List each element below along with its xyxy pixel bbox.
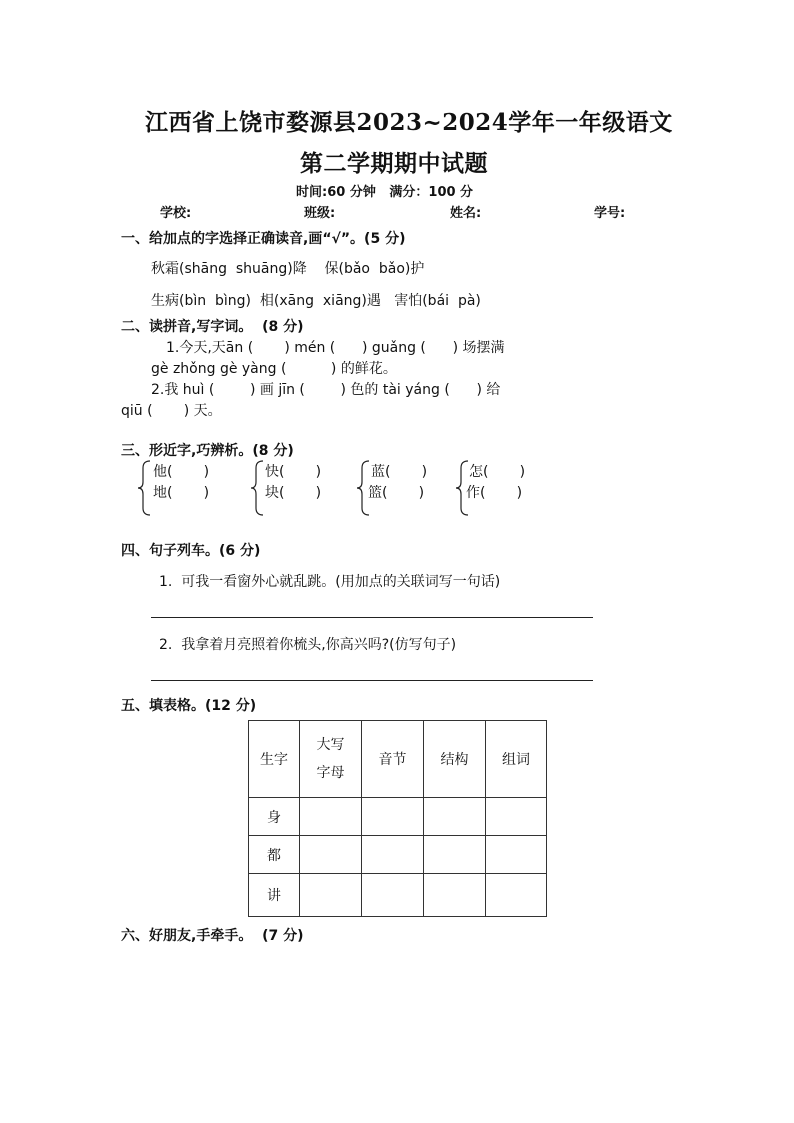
school-field-label: 学校: — [160, 206, 192, 221]
char-pair-4-bottom: 作( ) — [466, 485, 523, 501]
table-row-character: 讲 — [249, 874, 300, 917]
char-pair-2-top: 快( ) — [265, 464, 322, 480]
table-blank-cell[interactable] — [486, 836, 547, 874]
table-blank-cell[interactable] — [300, 874, 362, 917]
section2-line2: gè zhǒng gè yàng ( ) 的鲜花。 — [151, 361, 397, 377]
student-number-field-label: 学号: — [594, 206, 626, 221]
section2-heading: 二、读拼音,写字词。 (8 分) — [121, 319, 304, 335]
answer-line-1[interactable] — [151, 617, 593, 618]
table-row — [249, 874, 547, 917]
section5-heading: 五、填表格。(12 分) — [121, 698, 257, 714]
table-row — [249, 798, 547, 836]
brace-group-1 — [138, 460, 152, 516]
table-blank-cell[interactable] — [424, 836, 486, 874]
character-table — [248, 720, 547, 917]
section4-question1: 1. 可我一看窗外心就乱跳。(用加点的关联词写一句话) — [159, 574, 501, 590]
table-blank-cell[interactable] — [362, 836, 424, 874]
table-blank-cell[interactable] — [300, 836, 362, 874]
section1-line1: 秋霜(shāng shuāng)降 保(bǎo bǎo)护 — [151, 261, 425, 277]
table-header-cell: 组词 — [486, 721, 547, 798]
char-pair-3-top: 蓝( ) — [371, 464, 428, 480]
time-score-info: 时间:60 分钟 满分：100 分 — [296, 185, 474, 200]
char-pair-1-top: 他( ) — [153, 464, 210, 480]
section4-question2: 2. 我拿着月亮照着你梳头,你高兴吗?(仿写句子) — [159, 637, 457, 653]
table-blank-cell[interactable] — [486, 874, 547, 917]
section4-heading: 四、句子列车。(6 分) — [121, 543, 261, 559]
section3-heading: 三、形近字,巧辨析。(8 分) — [121, 443, 294, 459]
section2-line3: 2.我 huì ( ) 画 jīn ( ) 色的 tài yáng ( ) 给 — [151, 382, 501, 398]
section2-line4: qiū ( ) 天。 — [121, 403, 222, 419]
table-blank-cell[interactable] — [300, 798, 362, 836]
exam-title-line1: 江西省上饶市婺源县2023~2024学年一年级语文 — [145, 109, 673, 136]
table-blank-cell[interactable] — [362, 874, 424, 917]
char-pair-2-bottom: 块( ) — [265, 485, 322, 501]
table-header-cell: 结构 — [424, 721, 486, 798]
char-pair-1-bottom: 地( ) — [153, 485, 210, 501]
class-field-label: 班级: — [304, 206, 336, 221]
table-row — [249, 836, 547, 874]
name-field-label: 姓名: — [450, 206, 482, 221]
table-header-cell: 音节 — [362, 721, 424, 798]
table-header-cell: 大写 字母 — [300, 721, 362, 798]
table-row-character: 都 — [249, 836, 300, 874]
answer-line-2[interactable] — [151, 680, 593, 681]
char-pair-4-top: 怎( ) — [469, 464, 526, 480]
section2-line1: 1.今天,天ān ( ) mén ( ) guǎng ( ) 场摆满 — [166, 340, 505, 356]
char-pair-3-bottom: 篮( ) — [368, 485, 425, 501]
exam-title-line2: 第二学期期中试题 — [300, 150, 488, 177]
table-blank-cell[interactable] — [424, 874, 486, 917]
section1-line2: 生病(bìn bìng) 相(xāng xiāng)遇 害怕(bái pà) — [151, 293, 481, 309]
table-blank-cell[interactable] — [362, 798, 424, 836]
table-header-cell: 生字 — [249, 721, 300, 798]
section6-heading: 六、好朋友,手牵手。 (7 分) — [121, 928, 304, 944]
table-blank-cell[interactable] — [424, 798, 486, 836]
brace-group-2 — [251, 460, 265, 516]
table-row-character: 身 — [249, 798, 300, 836]
table-blank-cell[interactable] — [486, 798, 547, 836]
section1-heading: 一、给加点的字选择正确读音,画“√”。(5 分) — [121, 231, 406, 247]
